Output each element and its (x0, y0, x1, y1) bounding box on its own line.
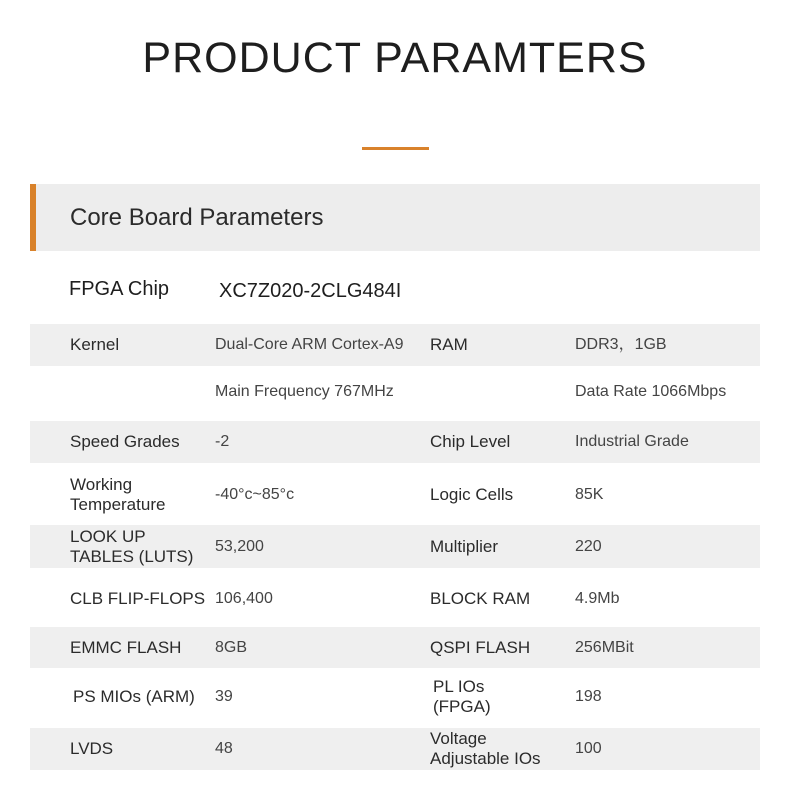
param-value: DDR3，1GB (575, 336, 667, 353)
param-label: Speed Grades (70, 432, 180, 451)
param-label: Logic Cells (430, 485, 514, 504)
fpga-chip-value: XC7Z020-2CLG484I (219, 280, 402, 302)
table-row (30, 672, 760, 722)
param-value: 85K (575, 486, 604, 503)
param-label: LVDS (70, 739, 114, 758)
fpga-chip-label: FPGA Chip (69, 278, 170, 300)
param-value: 53,200 (215, 537, 264, 555)
param-label: CLB FLIP-FLOPS (70, 589, 206, 608)
param-value: 198 (575, 688, 602, 705)
param-value: 8GB (215, 638, 248, 656)
table-row (30, 627, 760, 668)
fpga-chip-row (30, 270, 760, 314)
param-label: EMMC FLASH (70, 637, 182, 657)
param-value: Dual-Core ARM Cortex-A9 (215, 336, 404, 353)
param-label (430, 370, 570, 414)
param-label: PS MIOs (ARM) (73, 687, 195, 706)
param-label: Working Temperature (70, 475, 166, 514)
section-header (30, 184, 760, 251)
param-value: 39 (215, 688, 233, 705)
param-value: 220 (575, 537, 602, 555)
table-row (30, 324, 760, 366)
param-label: BLOCK RAM (430, 589, 531, 608)
param-label: PL IOs (FPGA) (433, 677, 491, 716)
section-title: Core Board Parameters (70, 204, 324, 231)
param-value: Data Rate 1066Mbps (575, 383, 727, 400)
param-label: Chip Level (430, 432, 511, 451)
title-accent-line (362, 147, 429, 150)
param-value: Main Frequency 767MHz (215, 383, 394, 400)
table-row (30, 470, 760, 520)
table-row (30, 370, 760, 414)
page-title: PRODUCT PARAMTERS (142, 34, 648, 82)
param-label: QSPI FLASH (430, 637, 531, 657)
param-value: 256MBit (575, 638, 634, 656)
param-value: 100 (575, 740, 602, 757)
table-row (30, 525, 760, 568)
param-value: Industrial Grade (575, 433, 689, 450)
param-label: RAM (430, 335, 468, 354)
param-label: Kernel (70, 335, 120, 354)
param-value: -40°c~85°c (215, 486, 295, 503)
table-row (30, 575, 760, 623)
section-accent-edge (30, 184, 36, 251)
table-row (30, 728, 760, 770)
table-row (30, 421, 760, 463)
param-value: 4.9Mb (575, 590, 620, 607)
param-label: Multiplier (430, 536, 499, 556)
param-value: 106,400 (215, 590, 273, 607)
param-label: Voltage Adjustable IOs (430, 729, 541, 768)
param-label (70, 370, 210, 414)
param-label: LOOK UP TABLES (LUTS) (70, 526, 194, 566)
param-value: 48 (215, 740, 233, 757)
param-value: -2 (215, 433, 230, 450)
